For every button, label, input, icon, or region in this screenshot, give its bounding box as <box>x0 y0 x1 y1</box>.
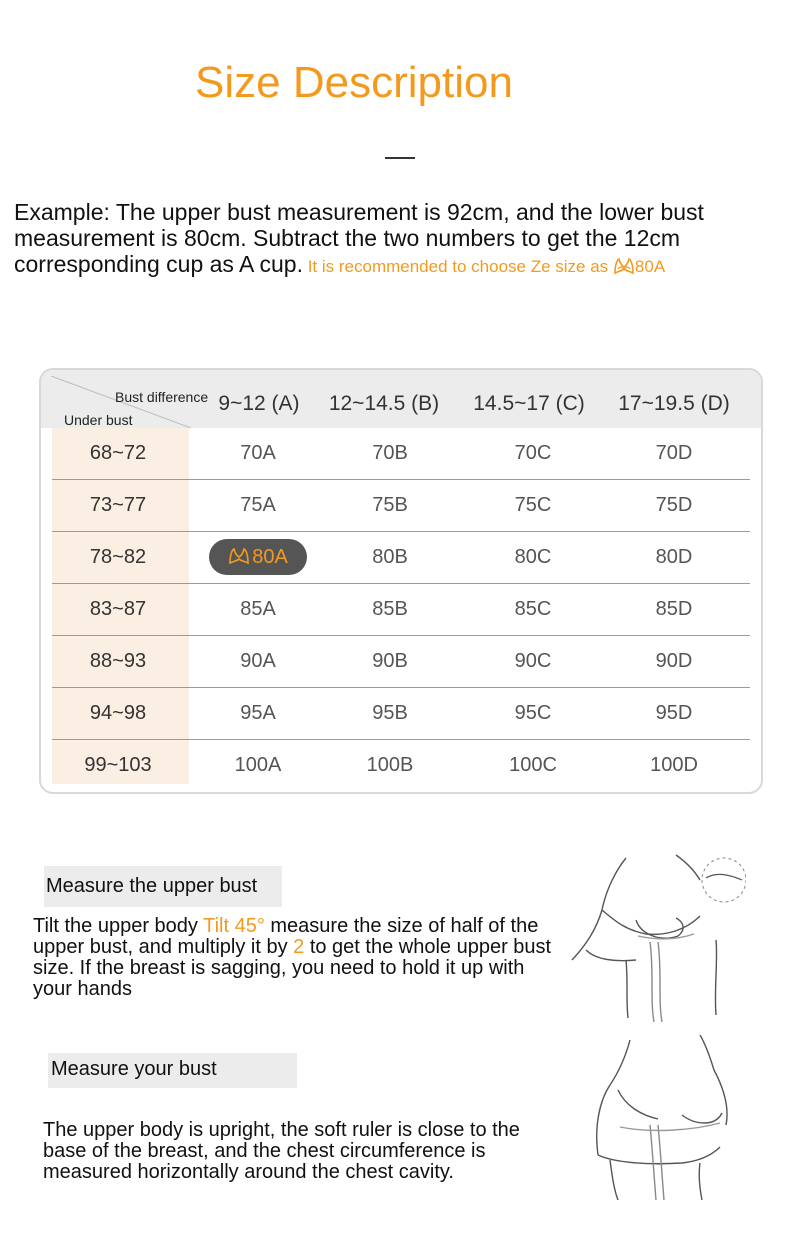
size-cell: 80D <box>655 546 693 568</box>
size-cell: 85C <box>514 598 552 620</box>
under-bust-label: Under bust <box>64 412 133 428</box>
table-row <box>52 688 750 740</box>
table-row <box>52 636 750 688</box>
size-cell: 85D <box>655 598 693 620</box>
measure-bust-text: The upper body is upright, the soft ruler is close to the base of the breast, and the chest circumference is measured horizontally around the chest cavity. <box>43 1119 520 1183</box>
size-cell: 100B <box>366 754 414 776</box>
bust-figure <box>590 1035 750 1200</box>
bust-difference-label: Bust difference <box>115 389 209 405</box>
example-body: Example: The upper bust measurement is 92cm, and the lower bust measurement is 80cm. Subtract the two numbers to get the 12cm corresponding cup as A cup. <box>14 199 704 277</box>
size-cell: 95D <box>655 702 693 724</box>
size-cell: 85B <box>372 598 408 620</box>
under-bust-value: 68~72 <box>89 442 147 464</box>
column-header-c: 14.5~17 (C) <box>473 392 585 415</box>
under-bust-value: 99~103 <box>84 754 152 776</box>
size-cell: 75A <box>240 494 276 516</box>
under-bust-value: 73~77 <box>89 494 147 516</box>
example-text <box>14 199 790 280</box>
measure-upper-tag-text: Measure the upper bust <box>46 875 258 897</box>
title-divider <box>385 157 415 159</box>
table-header <box>41 370 761 428</box>
column-header-d: 17~19.5 (D) <box>618 392 730 415</box>
measure-upper-t3: measure the size of half of the upper bust, and multiply it by <box>33 915 539 958</box>
example-tip <box>303 257 665 276</box>
example-tip-size: 80A <box>634 257 666 276</box>
recommended-size-text: 80A <box>252 546 288 568</box>
size-cell: 100A <box>234 754 282 776</box>
upper-bust-figure <box>566 850 746 1025</box>
size-cell: 85A <box>240 598 276 620</box>
recommended-size-badge <box>209 539 307 575</box>
measure-bust-tag-text: Measure your bust <box>51 1058 217 1080</box>
example-tip-text: It is recommended to choose Ze size as <box>302 257 613 276</box>
measure-upper-t5: to get the whole upper bust size. If the breast is sagging, you need to hold it up with your hands <box>33 936 552 1000</box>
size-cell: 95B <box>372 702 408 724</box>
size-cell: 95A <box>240 702 276 724</box>
table-row <box>52 740 750 792</box>
table-row <box>52 584 750 636</box>
column-header-a: 9~12 (A) <box>218 392 300 415</box>
multiplier: 2 <box>293 936 305 958</box>
under-bust-value: 94~98 <box>89 702 147 724</box>
size-cell: 70D <box>655 442 693 464</box>
size-cell: 90C <box>514 650 552 672</box>
under-bust-value: 88~93 <box>89 650 147 672</box>
page-title: Size Description <box>195 58 513 107</box>
size-cell: 80C <box>514 546 552 568</box>
size-cell: 70B <box>372 442 408 464</box>
measure-bust-tag <box>48 1053 297 1088</box>
measure-upper-text <box>33 916 553 1000</box>
size-cell: 90A <box>240 650 276 672</box>
size-cell: 90B <box>372 650 408 672</box>
size-cell: 75B <box>372 494 408 516</box>
bra-icon <box>228 547 250 565</box>
size-cell: 80B <box>372 546 408 568</box>
table-row <box>52 532 750 584</box>
table-row <box>52 480 750 532</box>
size-cell: 90D <box>655 650 693 672</box>
measure-upper-tag <box>44 866 282 907</box>
size-cell: 75C <box>514 494 552 516</box>
bra-icon <box>613 257 635 275</box>
size-cell: 100D <box>650 754 698 776</box>
column-header-b: 12~14.5 (B) <box>328 392 440 415</box>
measure-upper-t1: Tilt the upper body <box>33 915 204 937</box>
under-bust-value: 78~82 <box>89 546 147 568</box>
under-bust-value: 83~87 <box>89 598 147 620</box>
size-cell: 70A <box>240 442 276 464</box>
size-table <box>39 368 763 794</box>
table-row <box>52 428 750 480</box>
size-cell: 100C <box>509 754 557 776</box>
size-cell: 75D <box>655 494 693 516</box>
tilt-angle: Tilt 45° <box>203 915 265 937</box>
size-cell: 95C <box>514 702 552 724</box>
size-cell: 70C <box>514 442 552 464</box>
